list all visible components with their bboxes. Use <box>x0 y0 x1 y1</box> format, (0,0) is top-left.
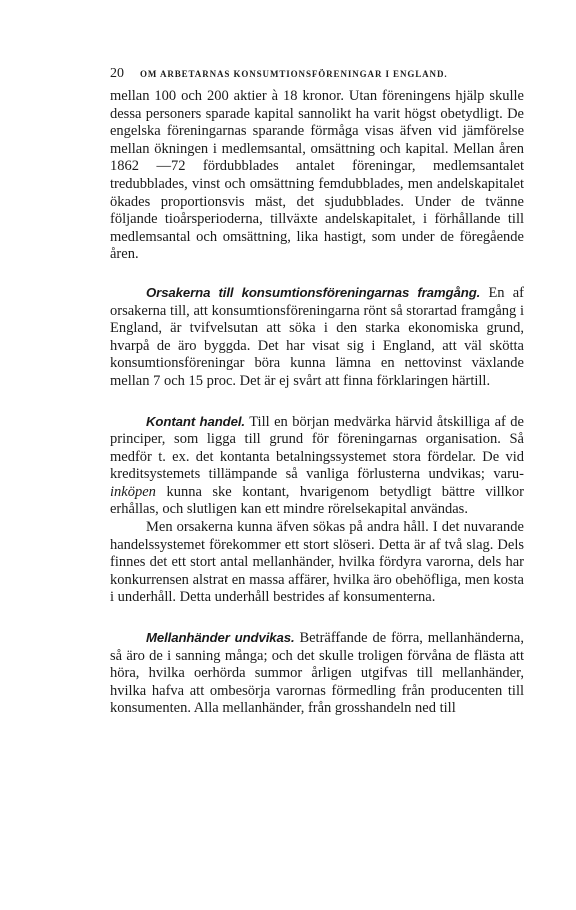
body-text <box>110 88 524 718</box>
paragraph-text: En af orsakerna till, att konsumtionsföreningarna rönt så storartad framgång i England, är tvifvelsutan att söka i den starka ekonomiska grund, hvarpå de äro byggda. Det har visat sig i England, att väl skötta konsumtionsföreningar böra kunna lämna en nettovinst växlande mellan 7 och 15 proc. Det är ej svårt att finna förklaringen härtill. <box>110 284 525 389</box>
paragraph-text: kunna ske kontant, hvarigenom betydligt bättre villkor erhållas, och slutligen kan ett mindre rörelsekapital användas. <box>110 483 524 518</box>
paragraph-kontant-handel <box>110 413 524 520</box>
paragraph-text: Beträffande de förra, mellanhänderna, så äro de i sanning många; och det skulle troligen förvåna de flästa att höra, hvilka oerhörda summor årligen utgifvas till mellanhänder, hvilka hafva att ombesörja varornas förmedling från producenten till konsumenten. Alla mellanhänder, från grosshandeln ned till <box>110 630 524 717</box>
paragraph-orsakerna <box>110 284 524 391</box>
side-heading-kontant-handel: Kontant handel. <box>146 413 245 429</box>
italic-word: inköpen <box>110 483 156 500</box>
paragraph-continuation <box>110 88 524 264</box>
running-head: OM ARBETARNAS KONSUMTIONSFÖRENINGAR I ENGLAND. <box>140 69 448 79</box>
paragraph-text: Till en början medvärka härvid åtskilliga af de principer, som ligga till grund för föreningarnas organisation. Så medför t. ex. det kontanta betalningssystemet stora fördelar. De vid kreditsystemets tillämpande så vanliga förlusterna undvikas; varu- <box>110 413 524 483</box>
paragraph-text: mellan 100 och 200 aktier à 18 kronor. Utan föreningens hjälp skulle dessa personers sparade kapital sannolikt ha varit högst obetydligt. De engelska föreningarnas sparande förmåga visas äfven vid jämförelse mellan ökningen i medlemsantal, omsättning och kapital. Mellan åren 1862 —72 fördubblades antalet föreningar, medlemsantalet tredubblades, vinst och omsättning femdubblades, men andelskapitalet ökades proportionsvis mäst, det sjudubblades. Under de tvänne följande tioårsperioderna, tillväxte andelskapitalet, i förhållande till medlemsantal och omsättning, lika hastigt, som under de föregående åren. <box>110 88 524 263</box>
page-header <box>110 64 510 82</box>
paragraph-men-orsakerna <box>110 519 524 607</box>
paragraph-text: Men orsakerna kunna äfven sökas på andra håll. I det nuvarande handelssystemet förekommer ett stort slöseri. Detta är af två slag. Dels finnes det ett stort antal mellanhänder, hvilka fördyra varorna, dels har konkurrensen alstrat en massa affärer, hvilka äro obehöfliga, men kosta i underhåll. Detta underhåll bestrides af konsumenterna. <box>110 519 524 606</box>
page-number: 20 <box>110 66 124 81</box>
side-heading-orsakerna: Orsakerna till konsumtionsföreningarnas framgång. <box>146 284 481 300</box>
paragraph-mellanhander <box>110 629 524 718</box>
side-heading-mellanhander: Mellanhänder undvikas. <box>146 630 295 646</box>
